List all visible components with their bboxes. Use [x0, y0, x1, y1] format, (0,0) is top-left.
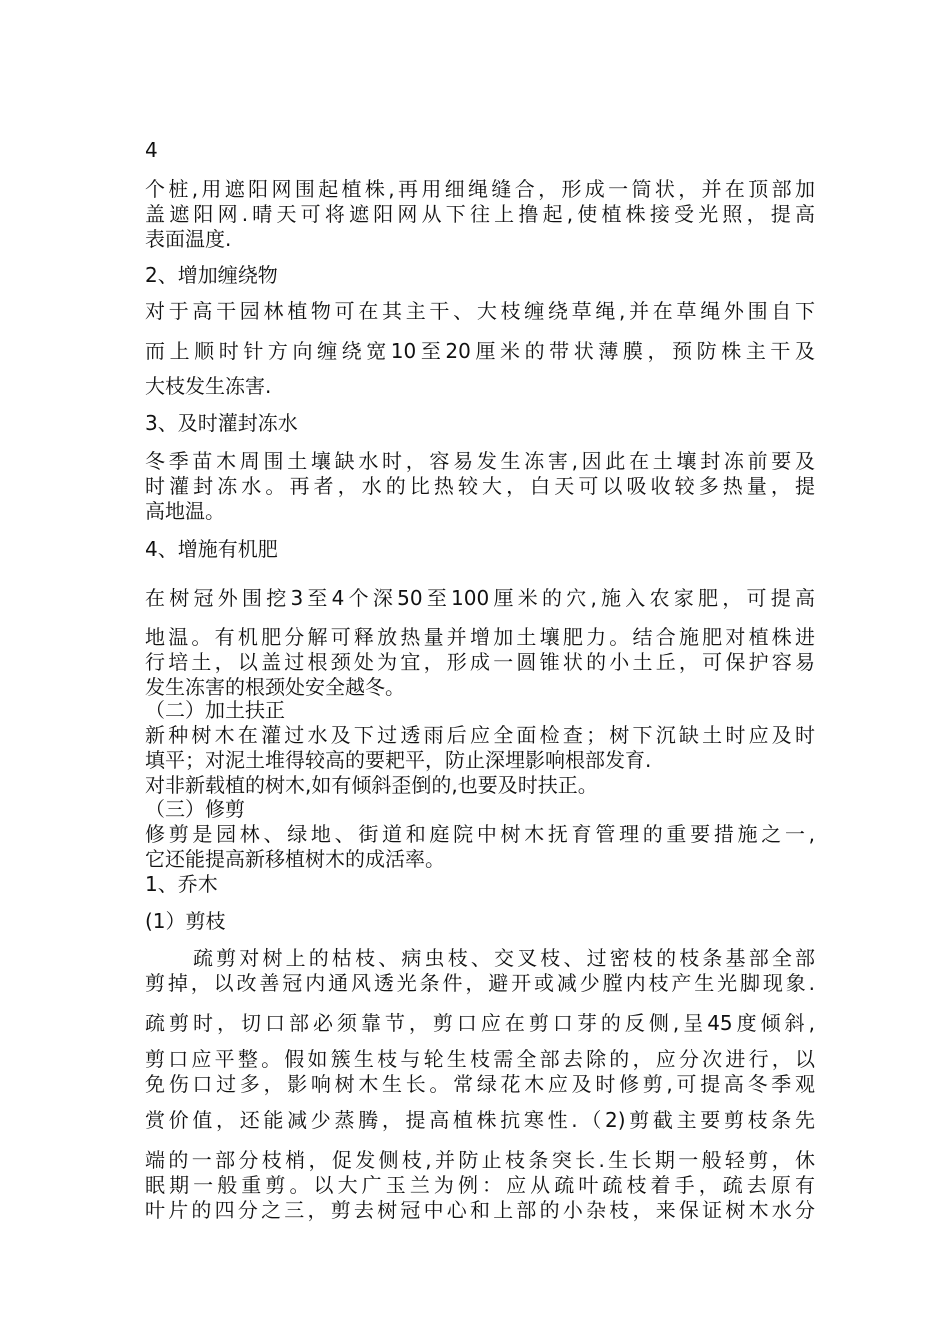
subsection-heading: （二）加土扶正	[145, 698, 285, 722]
paragraph-line: 个桩,用遮阳网围起植株,再用细绳缝合，形成一筒状，并在顶部加	[145, 177, 815, 201]
paragraph-line: 对于高干园林植物可在其主干、大枝缠绕草绳,并在草绳外围自下	[145, 299, 815, 323]
paragraph-line: 表面温度.	[145, 227, 232, 251]
paragraph-line: 地温。有机肥分解可释放热量并增加土壤肥力。结合施肥对植株进	[145, 625, 815, 649]
paragraph-line: 新种树木在灌过水及下过透雨后应全面检查；树下沉缺土时应及时	[145, 723, 815, 747]
paragraph-line: 端的一部分枝梢，促发侧枝,并防止枝条突长.生长期一般轻剪，休	[145, 1148, 815, 1172]
paragraph-line: 疏剪对树上的枯枝、病虫枝、交叉枝、过密枝的枝条基部全部	[193, 946, 815, 970]
section-heading: (1）剪枝	[145, 909, 226, 933]
paragraph-line: 高地温。	[145, 499, 225, 523]
paragraph-line: 填平；对泥土堆得较高的要耙平，防止深埋影响根部发育.	[145, 748, 652, 772]
paragraph-line: 免伤口过多，影响树木生长。常绿花木应及时修剪,可提高冬季观	[145, 1072, 815, 1096]
paragraph-line: 盖遮阳网.晴天可将遮阳网从下往上撸起,使植株接受光照，提高	[145, 202, 815, 226]
paragraph-line: 叶片的四分之三，剪去树冠中心和上部的小杂枝，来保证树木水分	[145, 1198, 815, 1222]
section-heading: 4、增施有机肥	[145, 537, 278, 561]
paragraph-line: 对非新载植的树木,如有倾斜歪倒的,也要及时扶正。	[145, 773, 598, 797]
paragraph-line: 修剪是园林、绿地、街道和庭院中树木抚育管理的重要措施之一,	[145, 822, 815, 846]
paragraph-line: 在树冠外围挖3至4个深50至100厘米的穴,施入农家肥，可提高	[145, 586, 815, 610]
paragraph-line: 时灌封冻水。再者，水的比热较大，白天可以吸收较多热量，提	[145, 474, 815, 498]
paragraph-line: 赏价值，还能减少蒸腾，提高植株抗寒性.（2)剪截主要剪枝条先	[145, 1108, 815, 1132]
paragraph-line: 发生冻害的根颈处安全越冬。	[145, 675, 405, 699]
paragraph-line: 行培土，以盖过根颈处为宜，形成一圆锥状的小土丘，可保护容易	[145, 650, 815, 674]
paragraph-line: 它还能提高新移植树木的成活率。	[145, 847, 445, 871]
paragraph-line: 剪掉，以改善冠内通风透光条件，避开或减少膛内枝产生光脚现象.	[145, 971, 815, 995]
paragraph-line: 剪口应平整。假如簇生枝与轮生枝需全部去除的，应分次进行，以	[145, 1047, 815, 1071]
paragraph-line: 而上顺时针方向缠绕宽10至20厘米的带状薄膜，预防株主干及	[145, 339, 815, 363]
paragraph-line: 冬季苗木周围土壤缺水时，容易发生冻害,因此在土壤封冻前要及	[145, 449, 815, 473]
paragraph-line: 眠期一般重剪。以大广玉兰为例：应从疏叶疏枝着手，疏去原有	[145, 1173, 815, 1197]
section-heading: 3、及时灌封冻水	[145, 411, 298, 435]
section-heading: 2、增加缠绕物	[145, 263, 278, 287]
page-number: 4	[145, 138, 158, 162]
paragraph-line: 大枝发生冻害.	[145, 374, 272, 398]
subsection-heading: （三）修剪	[145, 797, 245, 821]
section-heading: 1、乔木	[145, 872, 218, 896]
paragraph-line: 疏剪时，切口部必须靠节，剪口应在剪口芽的反侧,呈45度倾斜,	[145, 1011, 815, 1035]
